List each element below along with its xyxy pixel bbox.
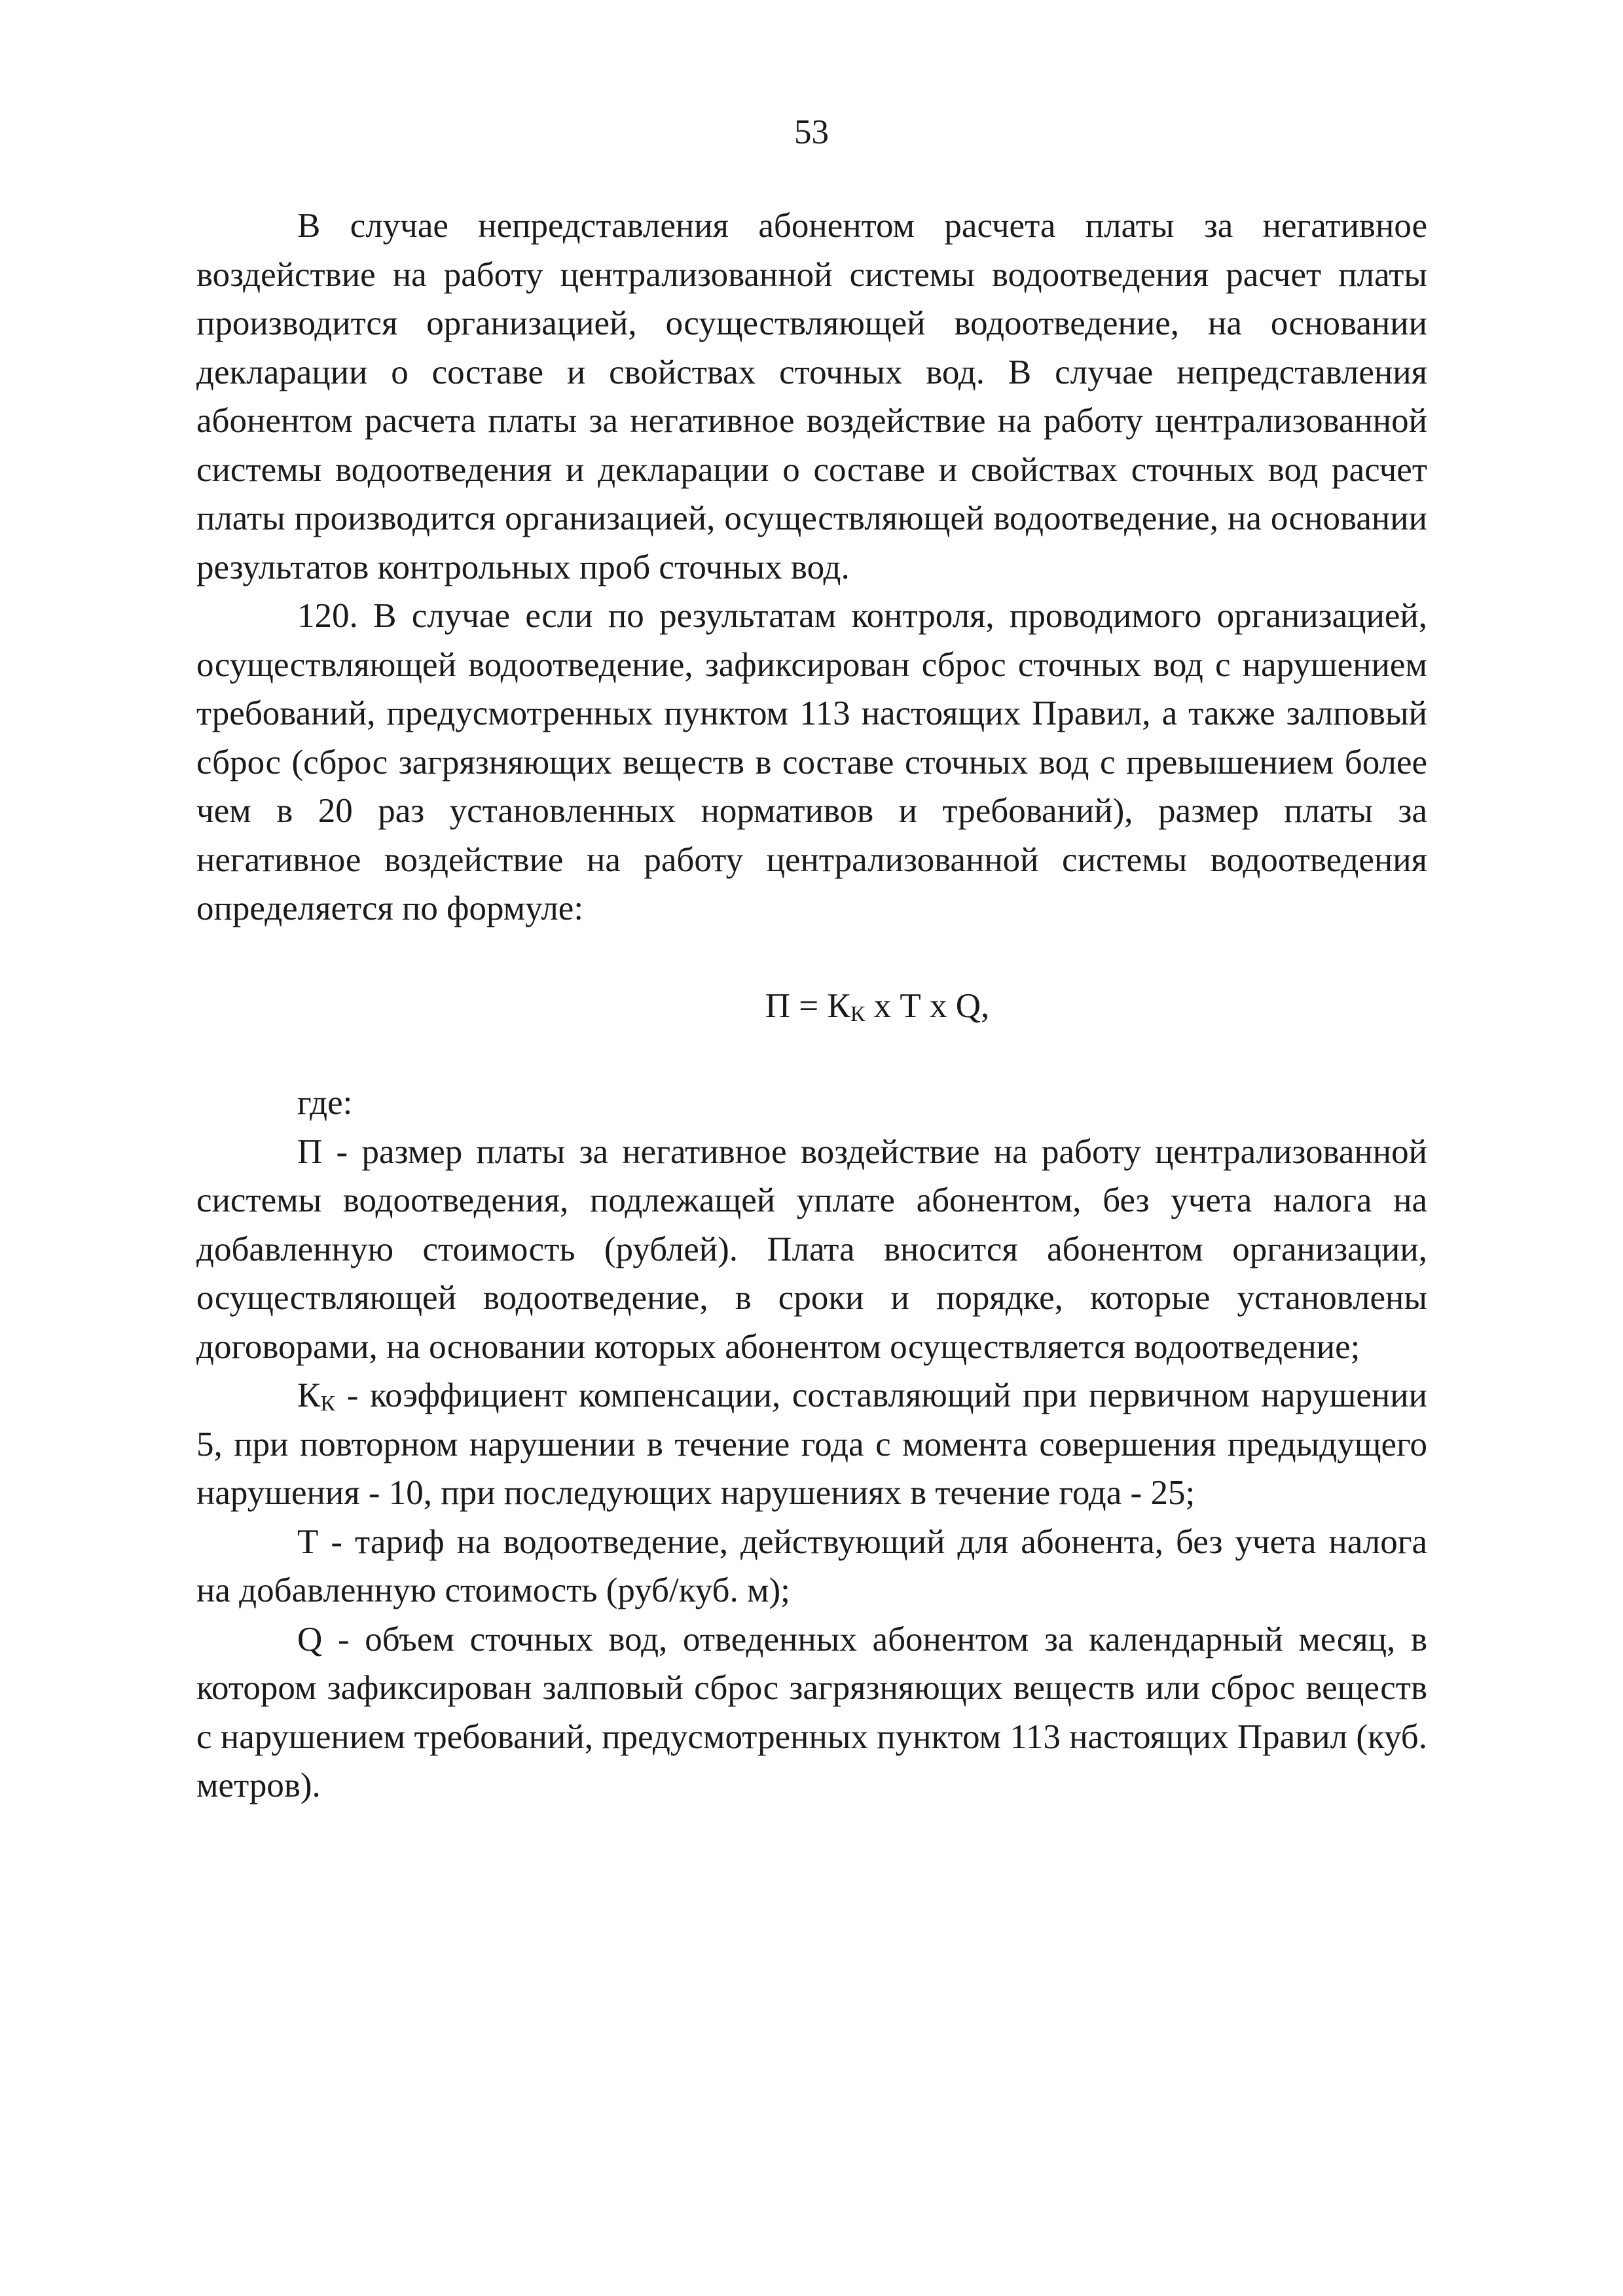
formula: [196, 982, 1427, 1031]
clause-120-text: В случае если по результатам контроля, проводимого организацией, осуществляющей водоотведение, зафиксирован сброс сточных вод с нарушением требований, предусмотренных пунктом 113 настоящих Правил, а также залповый сброс (сброс загрязняющих веществ в составе сточных вод с превышением более чем в 20 раз установленных нормативов и требований), размер платы за негативное воздействие на работу централизованной системы водоотведения определяется по формуле:: [196, 597, 1427, 927]
formula-lhs: П = К: [765, 986, 850, 1025]
page-number: 53: [794, 113, 829, 151]
definition-Q: Q - объем сточных вод, отведенных абонентом за календарный месяц, в котором зафиксирован залповый сброс загрязняющих веществ или сброс веществ с нарушением требований, предусмотренных пунктом 113 настоящих Правил (куб. метров).: [196, 1620, 1427, 1804]
paragraph-clause-120: [196, 592, 1427, 933]
definition-Kk-symbol: К: [297, 1376, 321, 1414]
definition-Kk-subscript: К: [320, 1391, 336, 1416]
definition-T: Т - тариф на водоотведение, действующий для абонента, без учета налога на добавленную стоимость (руб/куб. м);: [196, 1522, 1427, 1609]
clause-number: 120.: [297, 597, 358, 635]
definition-Kk: [196, 1371, 1427, 1518]
formula-subscript: К: [850, 1001, 866, 1026]
formula-rhs: x Т x Q,: [865, 986, 990, 1025]
definition-Kk-text: - коэффициент компенсации, составляющий при первичном нарушении 5, при повторном нарушении в течение года с момента совершения предыдущего нарушения - 10, при последующих нарушениях в течение года - 25;: [196, 1376, 1428, 1512]
document-body: [196, 202, 1427, 1810]
definition-P: П - размер платы за негативное воздействие на работу централизованной системы водоотведения, подлежащей уплате абонентом, без учета налога на добавленную стоимость (рублей). Плата вносится абонентом организации, осуществляющей водоотведение, в сроки и порядке, которые установлены договорами, на основании которых абонентом осуществляется водоотведение;: [196, 1132, 1427, 1366]
where-label: где:: [297, 1084, 353, 1122]
paragraph-intro: В случае непредставления абонентом расчета платы за негативное воздействие на работу централизованной системы водоотведения расчет платы производится организацией, осуществляющей водоотведение, на основании декларации о составе и свойствах сточных вод. В случае непредставления абонентом расчета платы за негативное воздействие на работу централизованной системы водоотведения и декларации о составе и свойствах сточных вод расчет платы производится организацией, осуществляющей водоотведение, на основании результатов контрольных проб сточных вод.: [196, 207, 1427, 586]
